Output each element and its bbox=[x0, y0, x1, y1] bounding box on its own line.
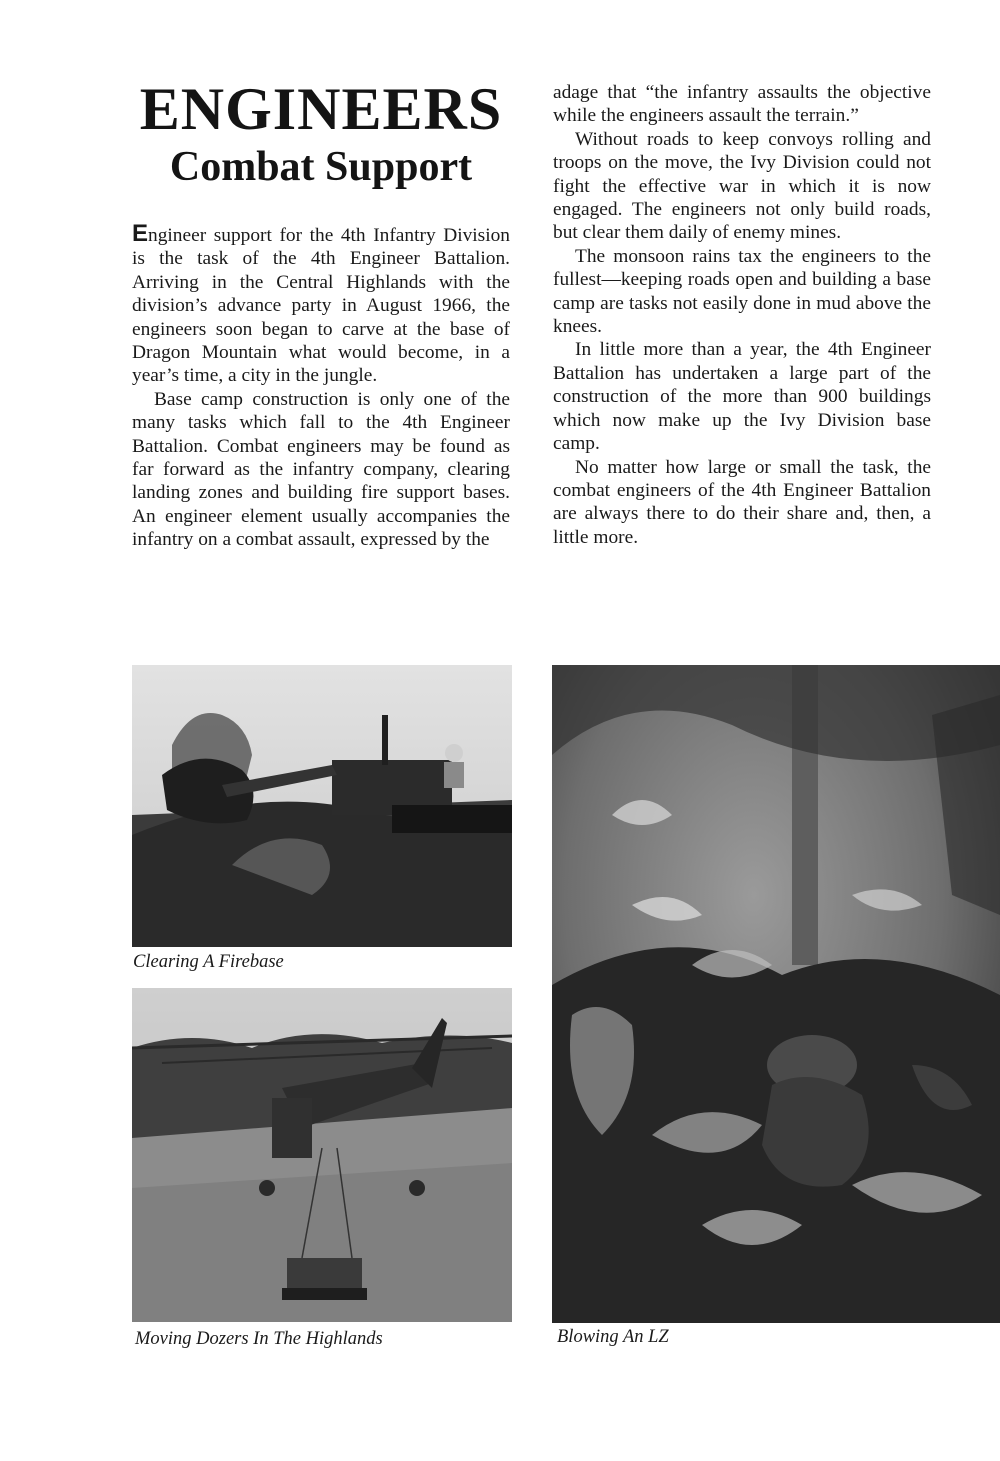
dozers-caption: Moving Dozers In The Highlands bbox=[135, 1329, 383, 1349]
roads-paragraph: Without roads to keep convoys rolling and troops on the move, the Ivy Division could not fight the effective war in which it is now engaged. The engineers not only build roads, but clear them daily of enemy mines. bbox=[553, 128, 931, 244]
monsoon-paragraph: The monsoon rains tax the engineers to the fullest—keeping roads open and building a base camp are tasks not easily done in mud above the knees. bbox=[553, 245, 931, 338]
title-block bbox=[132, 78, 510, 192]
page-subtitle: Combat Support bbox=[169, 144, 473, 190]
intro-paragraph bbox=[132, 222, 510, 388]
bulldozer-image bbox=[132, 665, 512, 947]
left-text-column bbox=[132, 222, 510, 552]
firebase-caption: Clearing A Firebase bbox=[133, 952, 284, 972]
drop-cap: E bbox=[132, 220, 149, 247]
helicopter-image bbox=[132, 988, 512, 1322]
lz-caption: Blowing An LZ bbox=[557, 1327, 669, 1347]
buildings-paragraph: In little more than a year, the 4th Engineer Battalion has undertaken a large part of the construction of the more than 900 buildings which now make up the Ivy Division base camp. bbox=[553, 339, 931, 455]
dozers-photo bbox=[132, 988, 512, 1322]
firebase-photo bbox=[132, 665, 512, 947]
base-camp-paragraph: Base camp construction is only one of the many tasks which fall to the 4th Engineer Battalion. Combat engineers may be found as far forward as the infantry company, clearing landing zones and building fire support bases. An engineer element usually accompanies the infantry on a combat assault, expressed by the bbox=[132, 388, 510, 551]
intro-paragraph-text: ngineer support for the 4th Infantry Division is the task of the 4th Engineer Battalion. Arriving in the Central Highlands with the division’s advance party in August 1966, the engineers soon began to carve at the base of Dragon Mountain what would become, in a year’s time, a city in the jungle. bbox=[132, 225, 510, 387]
jungle-blast-image bbox=[552, 665, 1000, 1323]
closing-paragraph: No matter how large or small the task, the combat engineers of the 4th Engineer Battalion are always there to do their share and, then, a little more. bbox=[553, 456, 931, 548]
right-text-column bbox=[553, 81, 931, 549]
lz-photo bbox=[552, 665, 1000, 1323]
page-title: ENGINEERS bbox=[139, 76, 503, 142]
adage-paragraph: adage that “the infantry assaults the objective while the engineers assault the terrain.” bbox=[553, 82, 931, 127]
